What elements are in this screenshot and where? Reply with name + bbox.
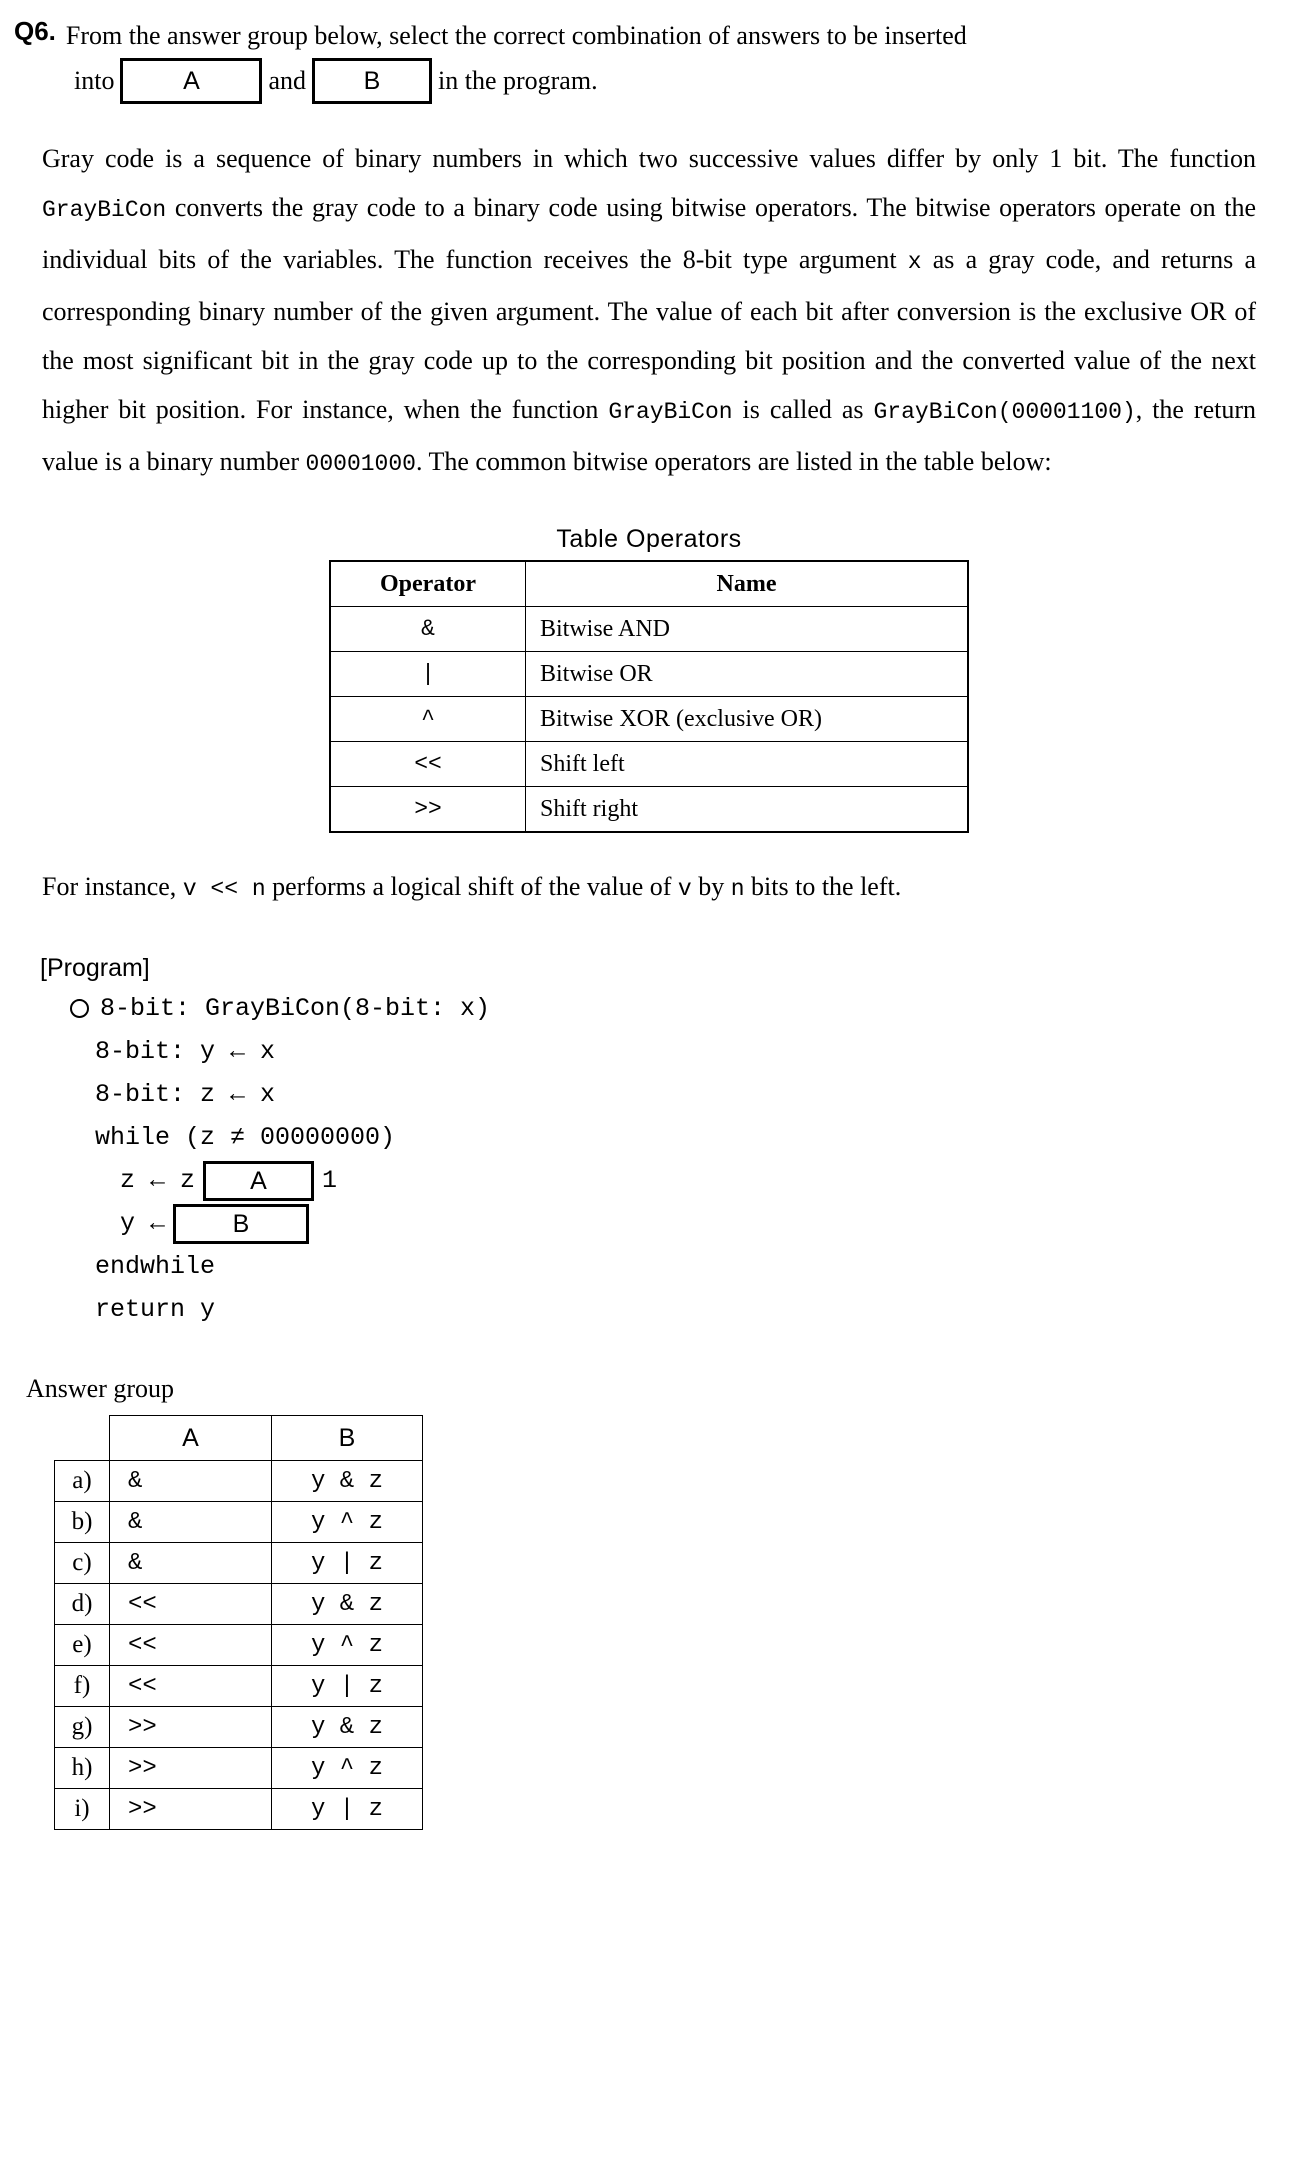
- code-declare-z-text: 8-bit: z ← x: [95, 1080, 276, 1109]
- question-stem-line2: [0, 58, 1298, 104]
- operator-symbol: ^: [330, 697, 526, 742]
- answer-option-b-value: y & z: [272, 1461, 423, 1502]
- instance-post: bits to the left.: [744, 872, 902, 901]
- answer-option-b-value: y ^ z: [272, 1502, 423, 1543]
- desc-part-6: . The common bitwise operators are listed in the table below:: [415, 447, 1052, 476]
- code-assign-z-suffix: 1: [322, 1166, 338, 1195]
- answer-option-a-value: <<: [110, 1625, 272, 1666]
- and-label: and: [268, 66, 306, 95]
- answer-option-a-value: >>: [110, 1707, 272, 1748]
- desc-part-2: converts the gray code to a binary code using bitwise operators. The bitwise operators operate on the individual bits of the variables. The function receives the 8-bit type argument: [42, 193, 1256, 274]
- function-name-1: GrayBiCon: [42, 197, 167, 223]
- answer-option-label: d): [55, 1584, 110, 1625]
- operator-name: Bitwise AND: [526, 607, 969, 652]
- answer-option-a-value: &: [110, 1461, 272, 1502]
- answer-option-label: i): [55, 1789, 110, 1830]
- answer-option-b-value: y | z: [272, 1543, 423, 1584]
- answer-option-a-value: &: [110, 1543, 272, 1584]
- program-tail-label: in the program.: [438, 66, 598, 95]
- answer-option-a-value: >>: [110, 1748, 272, 1789]
- program-section: [40, 949, 1298, 1331]
- circle-bullet-icon: [70, 999, 89, 1018]
- code-return-text: return y: [95, 1295, 216, 1324]
- question-number: Q6.: [14, 16, 56, 46]
- code-line-assign-y: [40, 1202, 1298, 1245]
- table-row: [330, 697, 968, 742]
- code-line-endwhile: [40, 1245, 1298, 1288]
- operators-table-container: [0, 525, 1298, 833]
- answer-group-section: [26, 1369, 1298, 1830]
- table-row[interactable]: [55, 1625, 423, 1666]
- desc-part-1: Gray code is a sequence of binary numbers in which two successive values differ by only 1 bit. The function: [42, 144, 1256, 173]
- operators-table: [329, 560, 969, 833]
- operator-symbol: &: [330, 607, 526, 652]
- code-line-return: [40, 1288, 1298, 1331]
- answer-table-header-row: [55, 1416, 423, 1461]
- code-assign-z-prefix: z ← z: [120, 1166, 196, 1195]
- answer-option-a-value: <<: [110, 1666, 272, 1707]
- operator-name: Bitwise XOR (exclusive OR): [526, 697, 969, 742]
- code-line-declare-z: [40, 1073, 1298, 1116]
- table-row: [330, 742, 968, 787]
- inline-blank-box-a[interactable]: A: [203, 1161, 314, 1201]
- instance-mid2: by: [691, 872, 731, 901]
- answer-option-label: a): [55, 1461, 110, 1502]
- instance-code-v: v: [677, 876, 692, 902]
- desc-part-4: is called as: [732, 395, 874, 424]
- operator-symbol: |: [330, 652, 526, 697]
- blank-box-b[interactable]: B: [312, 58, 432, 104]
- table-row: [330, 607, 968, 652]
- operators-table-caption: Table Operators: [556, 525, 742, 553]
- answer-header-b: B: [272, 1416, 423, 1461]
- answer-option-b-value: y | z: [272, 1789, 423, 1830]
- operator-symbol: <<: [330, 742, 526, 787]
- answer-option-label: g): [55, 1707, 110, 1748]
- code-line-signature: [40, 987, 1298, 1030]
- variable-x: x: [907, 249, 922, 275]
- operators-header-name: Name: [526, 561, 969, 607]
- operator-symbol: >>: [330, 787, 526, 833]
- code-endwhile-text: endwhile: [95, 1252, 216, 1281]
- code-declare-y-text: 8-bit: y ← x: [95, 1037, 276, 1066]
- table-row[interactable]: [55, 1707, 423, 1748]
- answer-group-title: Answer group: [26, 1374, 175, 1403]
- shift-explanation: [42, 867, 1256, 909]
- instance-code-n: n: [730, 876, 745, 902]
- answer-option-label: c): [55, 1543, 110, 1584]
- answer-header-a: A: [110, 1416, 272, 1461]
- inline-blank-box-b[interactable]: B: [173, 1204, 309, 1244]
- instance-pre: For instance,: [42, 872, 183, 901]
- desc-part-5: , the return value is a binary number: [42, 395, 1257, 476]
- answer-option-label: h): [55, 1748, 110, 1789]
- into-label: into: [74, 66, 115, 95]
- answer-group-table: [54, 1415, 423, 1830]
- call-example: GrayBiCon(00001100): [873, 399, 1136, 425]
- code-line-assign-z: [40, 1159, 1298, 1202]
- answer-option-b-value: y | z: [272, 1666, 423, 1707]
- answer-option-a-value: <<: [110, 1584, 272, 1625]
- operator-name: Shift left: [526, 742, 969, 787]
- answer-option-label: f): [55, 1666, 110, 1707]
- table-row[interactable]: [55, 1666, 423, 1707]
- instance-code-shift: v << n: [182, 876, 266, 902]
- blank-box-a[interactable]: A: [120, 58, 262, 104]
- answer-option-label: b): [55, 1502, 110, 1543]
- answer-header-spacer: [55, 1416, 110, 1461]
- answer-option-b-value: y ^ z: [272, 1625, 423, 1666]
- table-row[interactable]: [55, 1789, 423, 1830]
- answer-option-label: e): [55, 1625, 110, 1666]
- function-name-2: GrayBiCon: [608, 399, 733, 425]
- operator-name: Bitwise OR: [526, 652, 969, 697]
- table-row: [330, 652, 968, 697]
- table-row[interactable]: [55, 1461, 423, 1502]
- table-row: [330, 787, 968, 833]
- answer-option-a-value: >>: [110, 1789, 272, 1830]
- program-title: [Program]: [40, 954, 150, 982]
- operator-name: Shift right: [526, 787, 969, 833]
- question-stem: From the answer group below, select the correct combination of answers to be inserted: [65, 21, 967, 50]
- question-header: [0, 0, 1298, 58]
- table-row[interactable]: [55, 1543, 423, 1584]
- code-signature-text: 8-bit: GrayBiCon(8-bit: x): [100, 994, 491, 1023]
- answer-option-b-value: y ^ z: [272, 1748, 423, 1789]
- code-line-while: [40, 1116, 1298, 1159]
- code-while-text: while (z ≠ 00000000): [95, 1123, 396, 1152]
- code-line-declare-y: [40, 1030, 1298, 1073]
- answer-option-b-value: y & z: [272, 1707, 423, 1748]
- table-row[interactable]: [55, 1502, 423, 1543]
- code-assign-y-prefix: y ←: [120, 1209, 166, 1238]
- answer-option-b-value: y & z: [272, 1584, 423, 1625]
- return-example: 00001000: [305, 451, 416, 477]
- operators-header-operator: Operator: [330, 561, 526, 607]
- answer-option-a-value: &: [110, 1502, 272, 1543]
- instance-mid: performs a logical shift of the value of: [265, 872, 678, 901]
- question-description: [42, 134, 1256, 489]
- operators-table-header-row: [330, 561, 968, 607]
- desc-part-3: as a gray code, and returns a corresponding binary number of the given argument. The value of each bit after conversion is the exclusive OR of the most significant bit in the gray code up to the corresponding bit position and the converted value of the next higher bit position. For instance, when the function: [42, 245, 1256, 424]
- table-row[interactable]: [55, 1748, 423, 1789]
- table-row[interactable]: [55, 1584, 423, 1625]
